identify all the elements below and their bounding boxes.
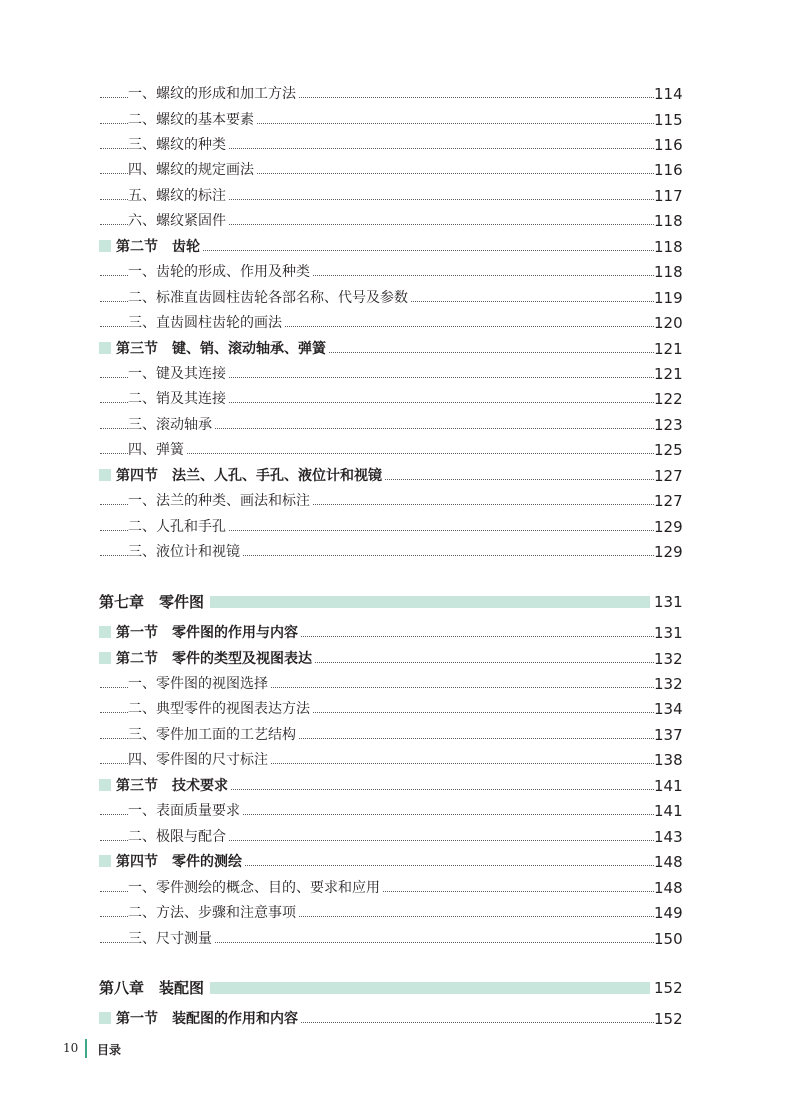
- toc-page-number: 118: [654, 212, 683, 231]
- toc-page-number: 148: [654, 878, 683, 897]
- toc-page-number: 152: [654, 978, 683, 997]
- toc-item-row: [0, 286, 800, 311]
- toc-section-row: [0, 1007, 800, 1032]
- toc-title: 第四节 法兰、人孔、手孔、液位计和视镜: [116, 467, 382, 484]
- toc-page-number: 127: [654, 492, 683, 511]
- toc-title: 第三节 技术要求: [116, 777, 228, 794]
- toc-title: 第七章 零件图: [99, 592, 205, 611]
- toc-title: 第一节 零件图的作用与内容: [116, 625, 298, 641]
- toc-page-number: 141: [654, 802, 683, 821]
- toc-page-number: 131: [654, 624, 683, 642]
- toc-title: 三、零件加工面的工艺结构: [128, 726, 296, 743]
- toc-item-row: [0, 540, 800, 565]
- section-square-icon: [99, 1012, 111, 1024]
- toc-title: 二、螺纹的基本要素: [128, 111, 254, 128]
- toc-section-row: [0, 647, 800, 672]
- toc-item-row: [0, 108, 800, 133]
- toc-item-row: [0, 260, 800, 285]
- section-square-icon: [99, 652, 111, 664]
- toc-title: 一、法兰的种类、画法和标注: [128, 493, 310, 510]
- toc-page-number: 137: [654, 725, 683, 744]
- toc-section-row: [0, 464, 800, 489]
- toc-title: 二、方法、步骤和注意事项: [128, 905, 296, 921]
- toc-page-number: 118: [654, 263, 683, 282]
- chapter-bar: [210, 596, 650, 608]
- toc-section-row: [0, 621, 800, 646]
- section-square-icon: [99, 779, 111, 791]
- toc-title: 三、螺纹的种类: [128, 136, 226, 153]
- toc-item-row: [0, 697, 800, 722]
- footer-page-number: 10: [63, 1041, 79, 1055]
- toc-page-number: 148: [654, 853, 683, 872]
- toc-item-row: [0, 82, 800, 107]
- toc-page-number: 131: [654, 592, 683, 611]
- toc-page-number: 127: [654, 466, 683, 485]
- toc-title: 一、表面质量要求: [128, 803, 240, 820]
- toc-title: 一、螺纹的形成和加工方法: [128, 86, 296, 102]
- toc-page-number: 114: [654, 85, 683, 103]
- toc-item-row: [0, 158, 800, 183]
- toc-item-row: [0, 387, 800, 412]
- toc-title: 六、螺纹紧固件: [128, 213, 226, 230]
- toc-title: 二、极限与配合: [128, 828, 226, 845]
- toc-title: 二、销及其连接: [128, 391, 226, 408]
- toc-section-row: [0, 337, 800, 362]
- toc-title: 第二节 齿轮: [116, 238, 200, 255]
- toc-title: 四、螺纹的规定画法: [128, 162, 254, 179]
- toc-page-number: 149: [654, 904, 683, 922]
- toc-title: 三、滚动轴承: [128, 416, 212, 433]
- toc-item-row: [0, 672, 800, 697]
- toc-page-number: 120: [654, 314, 683, 332]
- toc-page-number: 132: [654, 675, 683, 693]
- toc-page-number: 116: [654, 135, 683, 154]
- section-square-icon: [99, 855, 111, 867]
- toc-chapter-row: [0, 588, 800, 616]
- footer-section-label: 目录: [97, 1043, 122, 1057]
- toc-title: 二、典型零件的视图表达方法: [128, 701, 310, 718]
- toc-item-row: [0, 825, 800, 850]
- toc-page-number: 132: [654, 649, 683, 668]
- toc-title: 第二节 零件的类型及视图表达: [116, 650, 312, 667]
- toc-title: 三、直齿圆柱齿轮的画法: [128, 315, 282, 331]
- toc-section-row: [0, 774, 800, 799]
- toc-title: 五、螺纹的标注: [128, 187, 226, 204]
- toc-page-number: 122: [654, 390, 683, 409]
- toc-item-row: [0, 723, 800, 748]
- toc-title: 二、人孔和手孔: [128, 518, 226, 535]
- footer-divider: [85, 1039, 87, 1058]
- toc-item-row: [0, 311, 800, 336]
- toc-page-number: 115: [654, 110, 683, 129]
- toc-item-row: [0, 133, 800, 158]
- toc-section-row: [0, 235, 800, 260]
- toc-page-number: 134: [654, 700, 683, 719]
- toc-item-row: [0, 799, 800, 824]
- section-square-icon: [99, 626, 111, 638]
- toc-item-row: [0, 927, 800, 952]
- toc-item-row: [0, 901, 800, 926]
- toc-page-number: 119: [654, 288, 683, 307]
- toc-title: 第四节 零件的测绘: [116, 854, 242, 871]
- toc-page-number: 150: [654, 929, 683, 948]
- toc-page-number: 117: [654, 186, 683, 205]
- toc-title: 一、键及其连接: [128, 365, 226, 382]
- toc-item-row: [0, 209, 800, 234]
- toc-page-number: 121: [654, 339, 683, 358]
- toc-title: 二、标准直齿圆柱齿轮各部名称、代号及参数: [128, 289, 408, 306]
- toc-section-row: [0, 850, 800, 875]
- toc-item-row: [0, 489, 800, 514]
- toc-item-row: [0, 748, 800, 773]
- toc-page-number: 118: [654, 237, 683, 256]
- toc-chapter-row: [0, 974, 800, 1002]
- toc-title: 第三节 键、销、滚动轴承、弹簧: [116, 340, 326, 357]
- toc-page-number: 143: [654, 827, 683, 846]
- toc-item-row: [0, 413, 800, 438]
- toc-title: 四、弹簧: [128, 442, 184, 459]
- toc-item-row: [0, 184, 800, 209]
- toc-title: 第八章 装配图: [99, 978, 205, 997]
- toc-title: 四、零件图的尺寸标注: [128, 752, 268, 769]
- toc-item-row: [0, 362, 800, 387]
- toc-title: 一、零件测绘的概念、目的、要求和应用: [128, 879, 380, 896]
- section-square-icon: [99, 240, 111, 252]
- toc-page-number: 123: [654, 415, 683, 434]
- toc-page-number: 121: [654, 364, 683, 383]
- toc-title: 第一节 装配图的作用和内容: [116, 1011, 298, 1028]
- toc-page-number: 152: [654, 1010, 683, 1029]
- toc-title: 一、齿轮的形成、作用及种类: [128, 264, 310, 281]
- chapter-bar: [210, 982, 650, 994]
- toc-title: 三、尺寸测量: [128, 930, 212, 947]
- toc-title: 三、液位计和视镜: [128, 544, 240, 561]
- toc-page-number: 129: [654, 543, 683, 562]
- toc-page-number: 138: [654, 751, 683, 770]
- toc-page-number: 129: [654, 517, 683, 536]
- section-square-icon: [99, 469, 111, 481]
- section-square-icon: [99, 342, 111, 354]
- toc-item-row: [0, 438, 800, 463]
- toc-page-number: 125: [654, 441, 683, 460]
- toc-page-number: 116: [654, 161, 683, 180]
- toc-title: 一、零件图的视图选择: [128, 676, 268, 692]
- toc-item-row: [0, 515, 800, 540]
- toc-item-row: [0, 876, 800, 901]
- toc-page-number: 141: [654, 776, 683, 795]
